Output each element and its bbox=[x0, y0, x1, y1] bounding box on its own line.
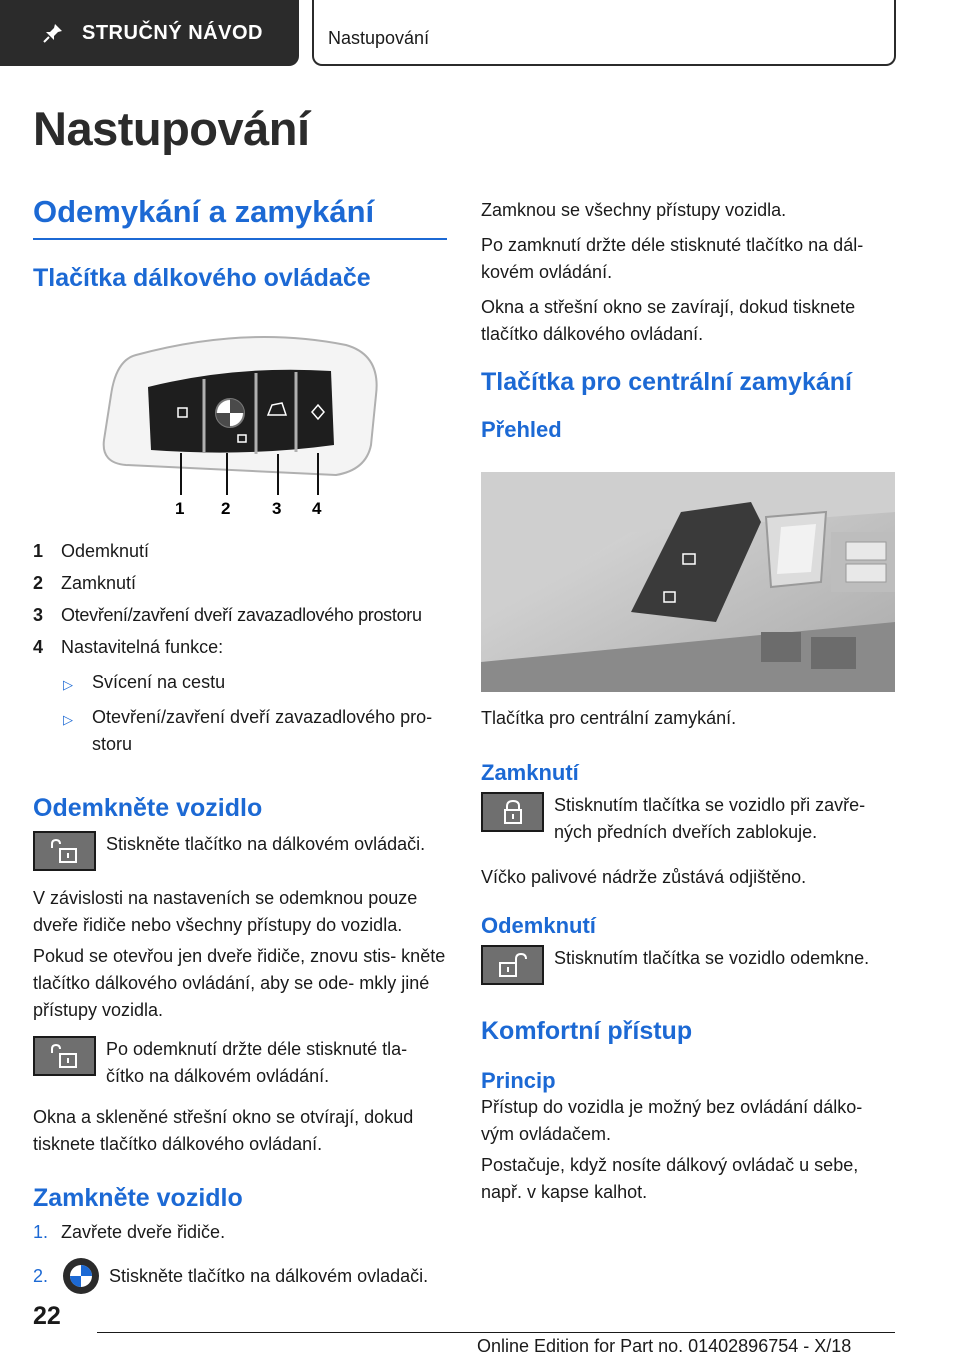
left-column bbox=[33, 194, 447, 293]
paragraph: V závislosti na nastaveních se odemknou pouze dveře řidiče nebo všechny přístupy do vozidla. bbox=[33, 888, 418, 935]
callout-1: 1 bbox=[175, 499, 185, 518]
paragraph: Po zamknutí držte déle stisknuté tlačítko na dál‐ kovém ovládání. bbox=[481, 235, 864, 282]
paragraph: Okna a střešní okno se zavírají, dokud tisknete tlačítko dálkového ovládaní. bbox=[481, 297, 856, 344]
unlock-button-icon bbox=[33, 1036, 96, 1076]
list-item: 4 Nastavitelná funkce: bbox=[33, 637, 224, 657]
callout-3: 3 bbox=[272, 499, 282, 518]
section-rule bbox=[33, 238, 447, 240]
key-fob-illustration bbox=[96, 335, 386, 520]
unlock-button-icon bbox=[481, 945, 544, 985]
page-number: 22 bbox=[33, 1302, 61, 1330]
hold-button-note: Po odemknutí držte déle stisknuté tla‐ čítko na dálkovém ovládání. bbox=[33, 1036, 451, 1090]
list-item: 2 Zamknutí bbox=[33, 573, 137, 593]
footer-rule bbox=[97, 1332, 895, 1333]
section-heading-unlock-lock: Odemykání a zamykání bbox=[33, 194, 375, 229]
unlock-central-button-note: Stisknutím tlačítka se vozidlo odemkne. bbox=[481, 945, 897, 985]
right-column bbox=[481, 197, 897, 443]
paragraph: Zamknou se všechny přístupy vozidla. bbox=[481, 200, 787, 220]
triangle-bullet-icon: ▷ bbox=[63, 712, 73, 727]
quick-guide-label: STRUČNÝ NÁVOD bbox=[82, 21, 263, 44]
quick-guide-tab[interactable] bbox=[0, 0, 299, 66]
sub-list-item: ▷ Svícení na cestu bbox=[33, 669, 451, 698]
footer-edition: Online Edition for Part no. 01402896754 - X/18 bbox=[477, 1336, 852, 1356]
heading-lock-vehicle: Zamkněte vozidlo bbox=[33, 1184, 243, 1212]
heading-central-locking: Tlačítka pro centrální zamykání bbox=[481, 368, 852, 396]
paragraph: Okna a skleněné střešní okno se otvírají, dokud tisknete tlačítko dálkového ovládaní. bbox=[33, 1107, 414, 1154]
list-item: 3 Otevření/zavření dveří zavazadlového prostoru bbox=[33, 605, 422, 625]
heading-lock: Zamknutí bbox=[481, 760, 579, 785]
central-locking-photo bbox=[481, 472, 895, 692]
bmw-logo-icon bbox=[61, 1256, 101, 1296]
lock-button-note: Stisknutím tlačítka se vozidlo při zavře‐ ných předních dveřích zablokuje. bbox=[481, 792, 897, 846]
breadcrumb-label: Nastupování bbox=[328, 28, 430, 48]
breadcrumb[interactable] bbox=[312, 0, 896, 66]
sub-list-item: ▷ Otevření/zavření dveří zavazadlového pro‐ storu bbox=[33, 704, 451, 758]
unlock-button-note: Stiskněte tlačítko na dálkovém ovládači. bbox=[33, 831, 451, 871]
heading-overview: Přehled bbox=[481, 417, 562, 442]
heading-unlock: Odemknutí bbox=[481, 913, 596, 938]
paragraph: Víčko palivové nádrže zůstává odjištěno. bbox=[481, 867, 807, 887]
step-item: 2. Stiskněte tlačítko na dálkovém ovladači. bbox=[33, 1256, 451, 1296]
callout-4: 4 bbox=[312, 499, 322, 518]
triangle-bullet-icon: ▷ bbox=[63, 677, 73, 692]
pushpin-icon bbox=[42, 22, 64, 44]
callout-2: 2 bbox=[221, 499, 231, 518]
paragraph: Přístup do vozidla je možný bez ovládání dálko‐ vým ovládačem. bbox=[481, 1097, 863, 1144]
heading-comfort-access: Komfortní přístup bbox=[481, 1017, 693, 1045]
page-title: Nastupování bbox=[33, 102, 310, 155]
paragraph: Pokud se otevřou jen dveře řidiče, znovu stis‐ kněte tlačítko dálkového ovládání, aby se ode‐ mkly jiné přístupy vozidla. bbox=[33, 946, 446, 1020]
lock-button-icon bbox=[481, 792, 544, 832]
unlock-button-icon bbox=[33, 831, 96, 871]
step-item: 1. Zavřete dveře řidiče. bbox=[33, 1222, 226, 1242]
right-column-body bbox=[481, 705, 897, 1206]
heading-unlock-vehicle: Odemkněte vozidlo bbox=[33, 794, 263, 822]
left-column-body bbox=[33, 535, 451, 1296]
steps-list bbox=[33, 1219, 451, 1296]
paragraph: Postačuje, když nosíte dálkový ovládač u sebe, např. v kapse kalhot. bbox=[481, 1155, 859, 1202]
subsection-heading-remote-buttons: Tlačítka dálkového ovládače bbox=[33, 264, 371, 292]
list-item: 1 Odemknutí bbox=[33, 541, 150, 561]
figure-caption: Tlačítka pro centrální zamykání. bbox=[481, 708, 737, 728]
heading-principle: Princip bbox=[481, 1068, 556, 1093]
